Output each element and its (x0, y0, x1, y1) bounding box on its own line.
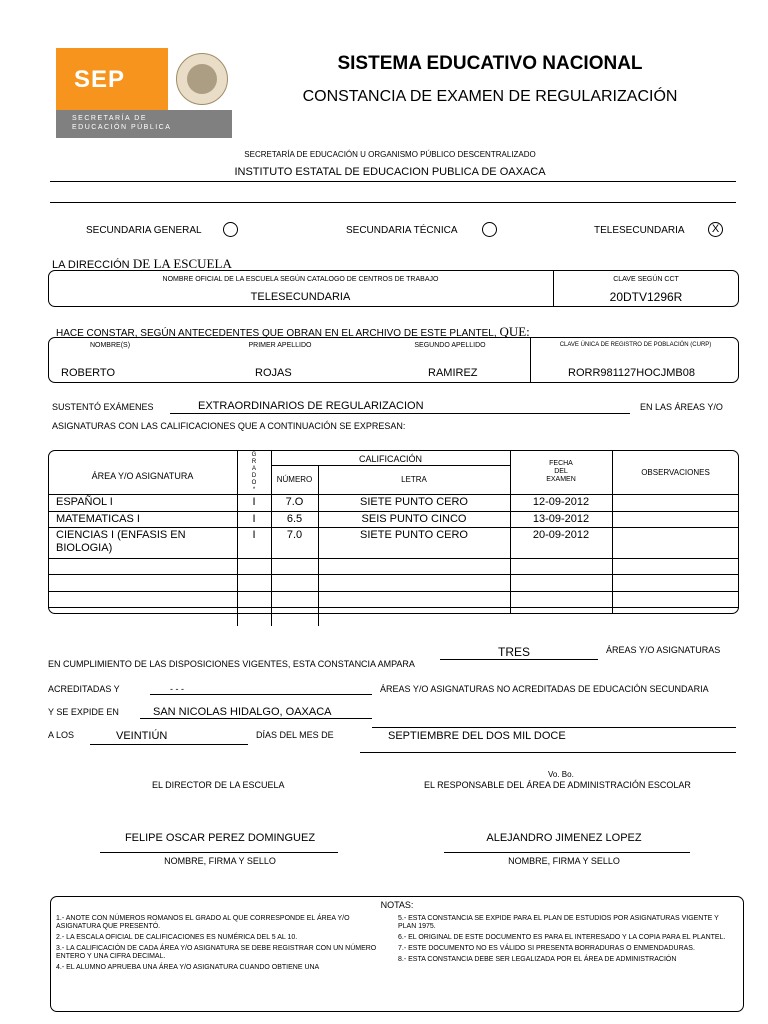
col-letra-header: LETRA (401, 475, 427, 484)
secundaria-tecnica-radio[interactable] (482, 222, 497, 237)
table-row-numero: 7.O (285, 496, 304, 508)
table-row-grado: I (252, 513, 256, 525)
table-row-area: ESPAÑOL I (56, 496, 113, 508)
no-acreditadas-text: ÁREAS Y/O ASIGNATURAS NO ACREDITADAS DE EDUCACIÓN SECUNDARIA (380, 684, 709, 694)
asignaturas-line: ASIGNATURAS CON LAS CALIFICACIONES QUE A CONTINUACIÓN SE EXPRESAN: (52, 421, 406, 431)
cct-value: 20DTV1296R (609, 290, 683, 304)
director-sello-label: NOMBRE, FIRMA Y SELLO (164, 856, 276, 866)
page-title: SISTEMA EDUCATIVO NACIONAL (337, 53, 643, 74)
segundo-apellido-value: RAMIREZ (428, 367, 478, 379)
acreditadas-label: ACREDITADAS Y (48, 684, 120, 694)
logo-text: SEP (74, 66, 126, 93)
notas-right (398, 915, 726, 964)
nota-8: 8.- ESTA CONSTANCIA DEBE SER LEGALIZADA POR EL ÁREA DE ADMINISTRACIÓN (398, 956, 677, 963)
table-row-grado: I (252, 529, 256, 541)
alos-value: VEINTIÚN (116, 730, 168, 742)
col-fecha-header: FECHA DEL EXAMEN (546, 460, 576, 483)
national-seal-icon (176, 53, 228, 105)
nota-7: 7.- ESTE DOCUMENTO NO ES VÁLIDO SI PRESENTA BORRADURAS O ENMENDADURAS. (398, 945, 695, 952)
table-row-letra: SIETE PUNTO CERO (360, 496, 468, 508)
primer-apellido-label: PRIMER APELLIDO (248, 342, 312, 349)
segundo-apellido-label: SEGUNDO APELLIDO (414, 342, 486, 349)
nota-6: 6.- EL ORIGINAL DE ESTE DOCUMENTO ES PARA EL INTERESADO Y LA COPIA PARA EL PLANTEL. (398, 934, 726, 941)
table-row-fecha: 13-09-2012 (532, 513, 590, 525)
secundaria-general-radio[interactable] (223, 222, 238, 237)
secundaria-general-label: SECUNDARIA GENERAL (86, 225, 202, 236)
telesecundaria-radio[interactable]: X (708, 222, 723, 237)
curp-value: RORR981127HOCJMB08 (568, 367, 695, 379)
table-row-letra: SEIS PUNTO CINCO (361, 513, 467, 525)
constancia-text: HACE CONSTAR, SEGÚN ANTECEDENTES QUE OBRAN EN EL ARCHIVO DE ESTE PLANTEL, QUE: (56, 324, 530, 339)
responsable-label: EL RESPONSABLE DEL ÁREA DE ADMINISTRACIÓN ESCOLAR (424, 780, 691, 790)
sep-logo (56, 48, 232, 138)
sustento-label: SUSTENTÓ EXÁMENES (52, 402, 154, 412)
direccion-label: LA DIRECCIÓN DE LA ESCUELA (52, 256, 232, 271)
notas-left (56, 915, 378, 972)
dias-label: DÍAS DEL MES DE (256, 730, 334, 740)
logo-subtitle: SECRETARÍA DE EDUCACIÓN PÚBLICA (56, 110, 232, 138)
org-label: SECRETARÍA DE EDUCACIÓN U ORGANISMO PÚBLICO DESCENTRALIZADO (244, 150, 536, 159)
nota-4: 4.- EL ALUMNO APRUEBA UNA ÁREA Y/O ASIGNATURA CUANDO OBTIENE UNA (56, 964, 320, 971)
mes-value: SEPTIEMBRE DEL DOS MIL DOCE (388, 730, 566, 742)
cumplimiento-text: EN CUMPLIMIENTO DE LAS DISPOSICIONES VIGENTES, ESTA CONSTANCIA AMPARA (48, 659, 415, 669)
col-grado-header: G R A D O * (251, 452, 257, 493)
nota-3: 3.- LA CALIFICACIÓN DE CADA ÁREA Y/O ASIGNATURA SE DEBE REGISTRAR CON UN NÚMERO ENTERO Y UNA CIFRA DECIMAL. (56, 945, 377, 960)
expide-label: Y SE EXPIDE EN (48, 707, 119, 717)
table-row-numero: 7.0 (286, 529, 303, 541)
nota-5: 5.- ESTA CONSTANCIA SE EXPIDE PARA EL PLAN DE ESTUDIOS POR ASIGNATURAS VIGENTE Y PLAN 1975. (398, 915, 719, 930)
table-row-numero: 6.5 (286, 513, 303, 525)
vobo-label: Vo. Bo. (548, 770, 574, 779)
nota-2: 2.- LA ESCALA OFICIAL DE CALIFICACIONES ES NUMÉRICA DEL 5 AL 10. (56, 934, 298, 941)
notas-title: NOTAS: (380, 900, 414, 910)
secundaria-tecnica-label: SECUNDARIA TÉCNICA (346, 225, 458, 236)
acreditadas-value: - - - (170, 684, 184, 694)
areas-label: EN LAS ÁREAS Y/O (640, 402, 723, 412)
sustento-value: EXTRAORDINARIOS DE REGULARIZACION (198, 400, 424, 412)
tres-value: TRES (498, 645, 531, 659)
nombre-label: NOMBRE(S) (89, 342, 131, 349)
table-row-fecha: 12-09-2012 (532, 496, 590, 508)
school-name-label: NOMBRE OFICIAL DE LA ESCUELA SEGÚN CATALOGO DE CENTROS DE TRABAJO (162, 276, 439, 283)
expide-value: SAN NICOLAS HIDALGO, OAXACA (153, 706, 332, 718)
nota-1: 1.- ANOTE CON NÚMEROS ROMANOS EL GRADO AL QUE CORRESPONDE EL ÁREA Y/O ASIGNATURA QUE PRESENTÓ. (56, 915, 350, 930)
table-row-grado: I (252, 496, 256, 508)
responsable-sello-label: NOMBRE, FIRMA Y SELLO (508, 856, 620, 866)
col-calificacion-header: CALIFICACIÓN (358, 454, 422, 464)
table-row-area: CIENCIAS I (ENFASIS EN BIOLOGIA) (56, 529, 186, 554)
primer-apellido-value: ROJAS (255, 367, 292, 379)
areas-asignaturas-label: ÁREAS Y/O ASIGNATURAS (606, 645, 721, 655)
col-numero-header: NÚMERO (276, 475, 313, 484)
table-row-fecha: 20-09-2012 (532, 529, 590, 541)
school-name-value: TELESECUNDARIA (250, 291, 351, 303)
alos-label: A LOS (48, 730, 75, 740)
col-area-header: ÁREA Y/O ASIGNATURA (91, 471, 194, 481)
telesecundaria-label: TELESECUNDARIA (594, 225, 685, 236)
curp-label: CLAVE ÚNICA DE REGISTRO DE POBLACIÓN (CURP) (559, 342, 712, 348)
page-subtitle: CONSTANCIA DE EXAMEN DE REGULARIZACIÓN (302, 88, 678, 105)
table-row-area: MATEMATICAS I (56, 513, 140, 525)
org-value: INSTITUTO ESTATAL DE EDUCACION PUBLICA DE OAXACA (234, 166, 546, 178)
cct-label: CLAVE SEGÚN CCT (613, 276, 679, 283)
table-row-letra: SIETE PUNTO CERO (360, 529, 468, 541)
director-name: FELIPE OSCAR PEREZ DOMINGUEZ (124, 832, 316, 844)
nombre-value: ROBERTO (61, 367, 115, 379)
director-label: EL DIRECTOR DE LA ESCUELA (152, 780, 285, 790)
responsable-name: ALEJANDRO JIMENEZ LOPEZ (486, 832, 642, 844)
col-observaciones-header: OBSERVACIONES (641, 468, 710, 477)
